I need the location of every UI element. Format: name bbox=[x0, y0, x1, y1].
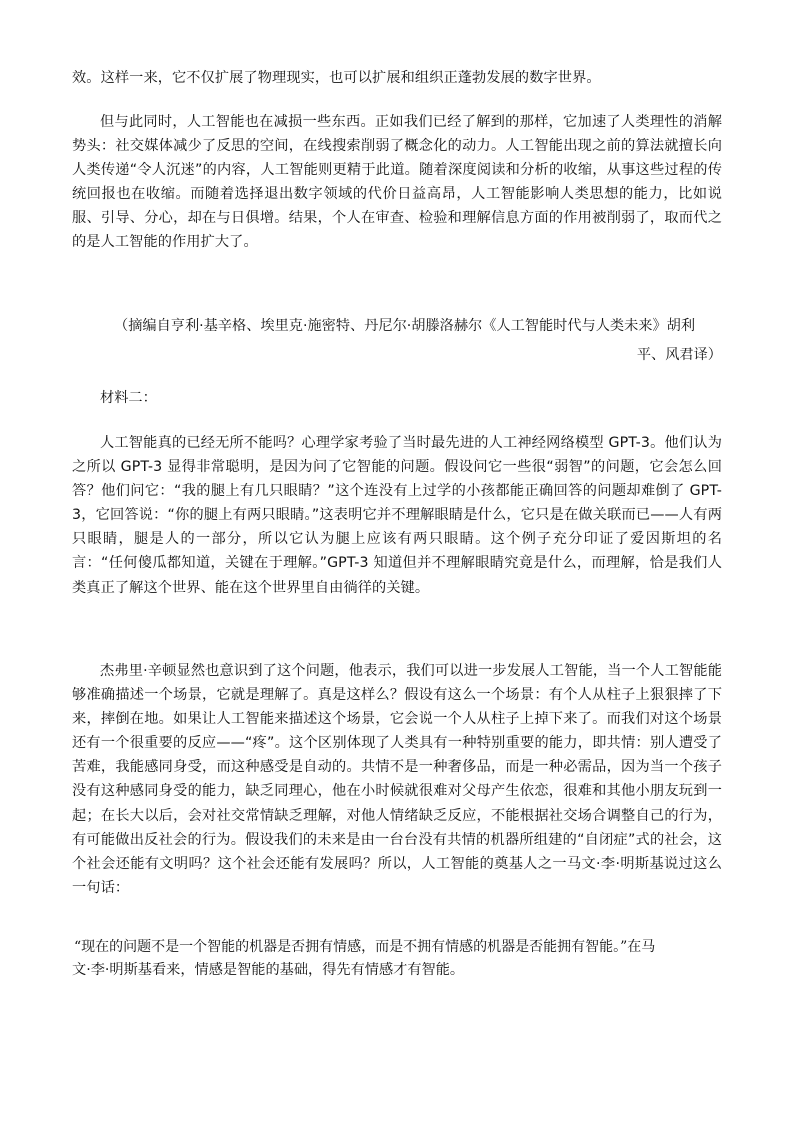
minsky-quote-line: “现在的问题不是一个智能的机器是否拥有情感，而是不拥有情感的机器是否能拥有智能。”在马 bbox=[74, 939, 656, 955]
citation-line-2: 平、风君译） bbox=[636, 347, 722, 363]
paragraph-gpt3-test: 人工智能真的已经无所不能吗？心理学家考验了当时最先进的人工神经网络模型 GPT-3。他们认为之所以 GPT-3 显得非常聪明，是因为问了它智能的问题。假设问它一些很“弱智”的问题，它会怎么回答？他们问它：“我的腿上有几只眼睛？”这个连没有上过学的小孩都能正确回答的问题却难倒了 GPT-3，它回答说：“你的腿上有两只眼睛。”这表明它并不理解眼睛是什么，它只是在做关联而已——人有两只眼睛，腿是人的一部分，所以它认为腿上应该有两只眼睛。这个例子充分印证了爱因斯坦的名言：“任何傻瓜都知道，关键在于理解。”GPT-3 知道但并不理解眼睛究竟是什么，而理解，恰是我们人类真正了解这个世界、能在这个世界里自由徜徉的关键。 bbox=[72, 435, 722, 596]
paragraph-ai-diminishing: 但与此同时，人工智能也在减损一些东西。正如我们已经了解到的那样，它加速了人类理性的消解势头：社交媒体减少了反思的空间，在线搜索削弱了概念化的动力。人工智能出现之前的算法就擅长向人类传递“令人沉迷”的内容，人工智能则更精于此道。随着深度阅读和分析的收缩，从事这些过程的传统回报也在收缩。而随着选择退出数字领域的代价日益高昂，人工智能影响人类思想的能力，比如说服、引导、分心，却在与日俱增。结果，个人在审查、检验和理解信息方面的作用被削弱了，取而代之的是人工智能的作用扩大了。 bbox=[72, 114, 722, 251]
citation-line-1: （摘编自亨利·基辛格、埃里克·施密特、丹尼尔·胡滕洛赫尔《人工智能时代与人类未来》胡利 bbox=[114, 318, 696, 334]
closing-line: 文·李·明斯基看来，情感是智能的基础，得先有情感才有智能。 bbox=[72, 962, 465, 978]
paragraph-empathy: 杰弗里·辛顿显然也意识到了这个问题，他表示，我们可以进一步发展人工智能，当一个人工智能能够准确描述一个场景，它就是理解了。真是这样么？假设有这么一个场景：有个人从柱子上狠狠摔了下来，摔倒在地。如果让人工智能来描述这个场景，它会说一个人从柱子上掉下来了。而我们对这个场景还有一个很重要的反应——“疼”。这个区别体现了人类具有一种特别重要的能力，即共情：别人遭受了苦难，我能感同身受，而这种感受是自动的。共情不是一种奢侈品，而是一种必需品，因为当一个孩子没有这种感同身受的能力，缺乏同理心，他在小时候就很难对父母产生依恋，很难和其他小朋友玩到一起；在长大以后，会对社交常情缺乏理解，对他人情绪缺乏反应，不能根据社交场合调整自己的行为，有可能做出反社会的行为。假设我们的未来是由一台台没有共情的机器所组建的“自闭症”式的社会，这个社会还能有文明吗？这个社会还能有发展吗？所以，人工智能的奠基人之一马文·李·明斯基说过这么一句话： bbox=[72, 663, 722, 896]
material-two-heading: 材料二： bbox=[100, 390, 157, 406]
paragraph-continuation: 效。这样一来，它不仅扩展了物理现实，也可以扩展和组织正蓬勃发展的数字世界。 bbox=[72, 70, 601, 86]
